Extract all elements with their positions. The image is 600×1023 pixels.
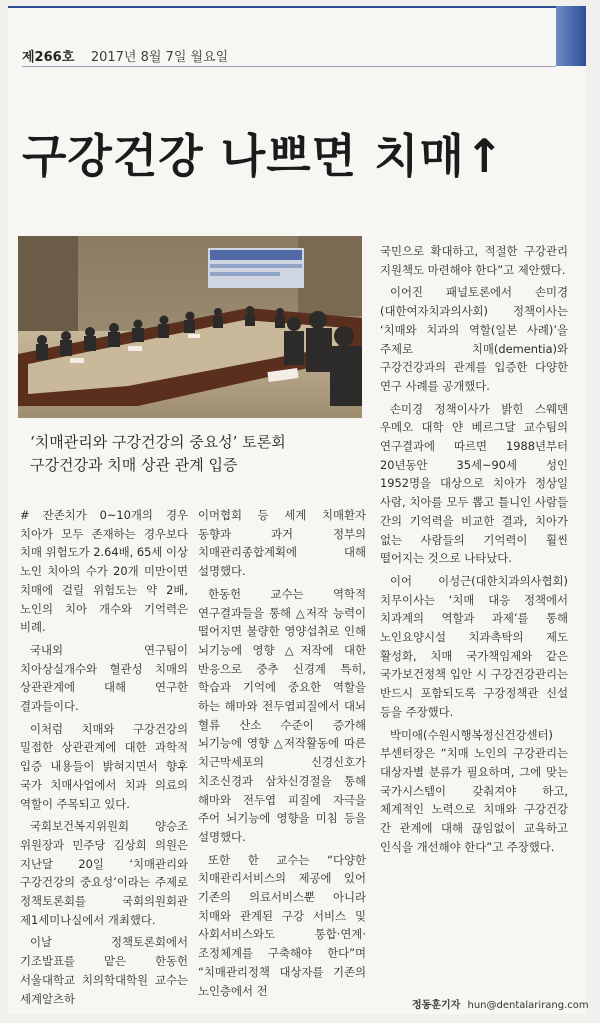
reporter-name: 정동훈기자	[412, 1000, 461, 1011]
paragraph: 이어진 패널토론에서 손미경(대한여자치과의사회) 정책이사는 ‘치매와 치과의 역할(일본 사례)’을 주제로 치매(dementia)와 구강건강과의 관계를 입증한 다양한 연구 사례를 공개했다.	[380, 285, 568, 393]
paragraph: # 잔존치가 0~10개의 경우 치아가 모두 존재하는 경우보다 치매 위험도가 2.64배, 65세 이상 노인 치아의 수가 20개 미만이면 치매에 걸릴 위험도는 약 2배, 노인의 치아 개수와 기억력은 비례.	[20, 508, 188, 635]
article-column-3	[380, 242, 568, 857]
paragraph: 또한 한 교수는 “다양한 치매관리서비스의 제공에 있어 기존의 의료서비스뿐 아니라 치매와 관계된 구강 서비스 및 사회서비스와도 통합·연계·조정체계를 구축해야 한다”며 “치매관리정책 대상자를 기존의 노인층에서 전	[198, 852, 366, 998]
article-photo	[18, 236, 362, 418]
conference-room-photo	[18, 236, 362, 418]
paragraph: 손미경 정책이사가 밝힌 스웨덴 우메오 대학 얀 베르그달 교수팀의 연구결과에 따르면 1988년부터 20년동안 35세~90세 성인 1952명을 대상으로 치아가 정상일 사람, 치아를 모두 뽑고 틀니인 사람들 간의 기억력을 비교한 결과, 치아가 없는 사람들의 기억력이 훨씬 떨어지는 것으로 나타났다.	[380, 401, 568, 566]
byline	[412, 996, 589, 1011]
paragraph: 박미애(수원시행복정신건강센터) 부센터장은 “치매 노인의 구강관리는 대상자별 분류가 필요하며, 그에 맞는 국가시스템이 갖춰져야 하고, 체계적인 노력으로 치매와 구강건강 간 관계에 대해 끊임없이 교육하고 인식을 개선해야 한다”고 주장했다.	[380, 727, 568, 854]
paragraph: 국내외 연구팀이 치아상실개수와 혈관성 치매의 상관관계에 대해 연구한 결과들이다.	[20, 642, 188, 714]
issue-number: 제266호	[22, 50, 75, 65]
paragraph: 이처럼 치매와 구강건강의 밀접한 상관관계에 대한 과학적 입증 내용들이 밝혀지면서 향후 국가 치매사업에서 치과 의료의 역할이 주목되고 있다.	[20, 721, 188, 811]
paragraph: 이날 정책토론회에서 기조발표를 맡은 한동헌 서울대학교 치의학대학원 교수는 세계알츠하	[20, 935, 188, 1006]
newspaper-page	[8, 6, 589, 1014]
article-column-2	[198, 506, 366, 1000]
subhead-line-1: ‘치매관리와 구강건강의 중요성’ 토론회	[30, 433, 286, 451]
reporter-email[interactable]: hun@dentalarirang.com	[467, 1000, 589, 1011]
issue-date: 2017년 8월 7일 월요일	[90, 50, 229, 65]
top-rule	[8, 6, 586, 8]
paragraph: 국민으로 확대하고, 적절한 구강관리 지원책도 마련해야 한다”고 제안했다.	[380, 244, 568, 277]
paragraph: 이머협회 등 세계 치매환자 동향과 과거 정부의 치매관리종합계획에 대해 설명했다.	[198, 508, 366, 579]
headline: 구강건강 나쁘면 치매↑	[22, 129, 505, 183]
masthead	[22, 46, 228, 65]
subhead-line-2: 구강건강과 치매 상관 관계 입증	[30, 456, 238, 474]
section-color-bar	[556, 6, 586, 66]
paragraph: 한동헌 교수는 역학적 연구결과들을 통해 △저작 능력이 떨어지면 불량한 영양섭취로 인해 뇌기능에 영향 △저작에 대한 반응으로 중추 신경계 특히, 학습과 기억에 중요한 역할을 하는 해마와 전두엽피질에서 대뇌 혈류 산소 수준이 증가해 뇌기능에 영향 △저작활동에 따른 치근막세포의 신경신호가 치조신경과 삼차신경절을 통해 해마와 전두엽 피질에 자극을 주어 뇌기능에 영향을 미침 등을 설명했다.	[198, 586, 366, 844]
article-column-1	[20, 506, 188, 1008]
article-subhead	[30, 431, 360, 477]
paragraph: 국회보건복지위원회 양승조 위원장과 민주당 김상희 의원은 지난달 20일 ‘치매관리와 구강건강의 중요성’이라는 주제로 정책토론회를 국회의원회관 제1세미나실에서 개최했다.	[20, 819, 188, 927]
paragraph: 이어 이성근(대한치과의사협회) 치무이사는 ‘치매 대응 정책에서 치과계의 역할과 과제’를 통해 노인요양시설 치과촉탁의 제도 활성화, 치매 국가책임제와 같은 국가보건정책 입안 시 구강건강관리는 반드시 포함되도록 구강정책관 신설 등을 주장했다.	[380, 573, 568, 719]
masthead-divider	[22, 66, 556, 67]
